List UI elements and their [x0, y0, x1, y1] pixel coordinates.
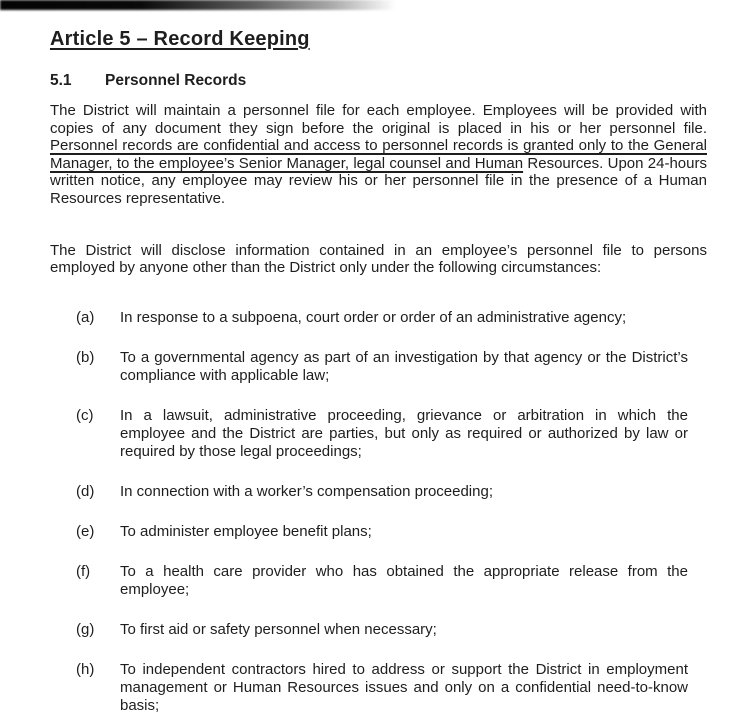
- list-item-label: (f): [76, 562, 91, 580]
- list-item: [76, 407, 732, 461]
- list-item: [76, 349, 732, 385]
- list-item-label: (h): [76, 660, 95, 678]
- list-item: [76, 621, 732, 639]
- scan-artifact-top-edge: [0, 0, 398, 10]
- list-item-text: In response to a subpoena, court order or order of an administrative agency;: [120, 308, 627, 326]
- list-item-text: In connection with a worker’s compensation proceeding;: [120, 482, 493, 500]
- text-segment: Resources. Upon 24-hours written notice, any employee may review his or her personnel file in the presence of a Human Resources representative.: [50, 154, 707, 207]
- paragraph-personnel-file: [50, 102, 707, 208]
- list-item-label: (a): [76, 308, 95, 326]
- article-title: Article 5 – Record Keeping: [50, 28, 310, 50]
- list-item: [76, 661, 732, 715]
- list-item-label: (c): [76, 406, 94, 424]
- list-item: [76, 523, 732, 541]
- list-item-text: To first aid or safety personnel when necessary;: [120, 620, 437, 638]
- list-item-text: To a health care provider who has obtained the appropriate release from the employee;: [120, 562, 688, 598]
- underlined-passage: Personnel records are confidential and access to personnel records is granted only to the General Manager, to the employee’s Senior Manager, legal counsel and Human: [50, 137, 707, 172]
- paragraph-disclosure-intro: The District will disclose information contained in an employee’s personnel file to persons employed by anyone other than the District only under the following circumstances:: [50, 241, 707, 277]
- list-item-text: To administer employee benefit plans;: [120, 522, 372, 540]
- list-item-label: (d): [76, 482, 95, 500]
- list-item: [76, 563, 732, 599]
- list-item-text: In a lawsuit, administrative proceeding, grievance or arbitration in which the employee and the District are parties, but only as required or authorized by law or required by those legal proceedings;: [120, 406, 688, 460]
- section-heading: [50, 72, 732, 90]
- list-item-label: (g): [76, 620, 95, 638]
- list-item-text: To independent contractors hired to address or support the District in employment management or Human Resources issues and only on a confidential need-to-know basis;: [120, 660, 688, 714]
- list-item-label: (e): [76, 522, 95, 540]
- section-title: Personnel Records: [105, 72, 247, 89]
- section-number: 5.1: [50, 72, 72, 89]
- list-item: [76, 483, 732, 501]
- list-item-text: To a governmental agency as part of an investigation by that agency or the District’s compliance with applicable law;: [120, 348, 688, 384]
- list-item-label: (b): [76, 348, 95, 366]
- disclosure-list: [76, 309, 732, 715]
- text-segment: The District will maintain a personnel file for each employee. Employees will be provided with copies of any document they sign before the original is placed in his or her personnel file.: [50, 102, 707, 137]
- list-item: [76, 309, 732, 327]
